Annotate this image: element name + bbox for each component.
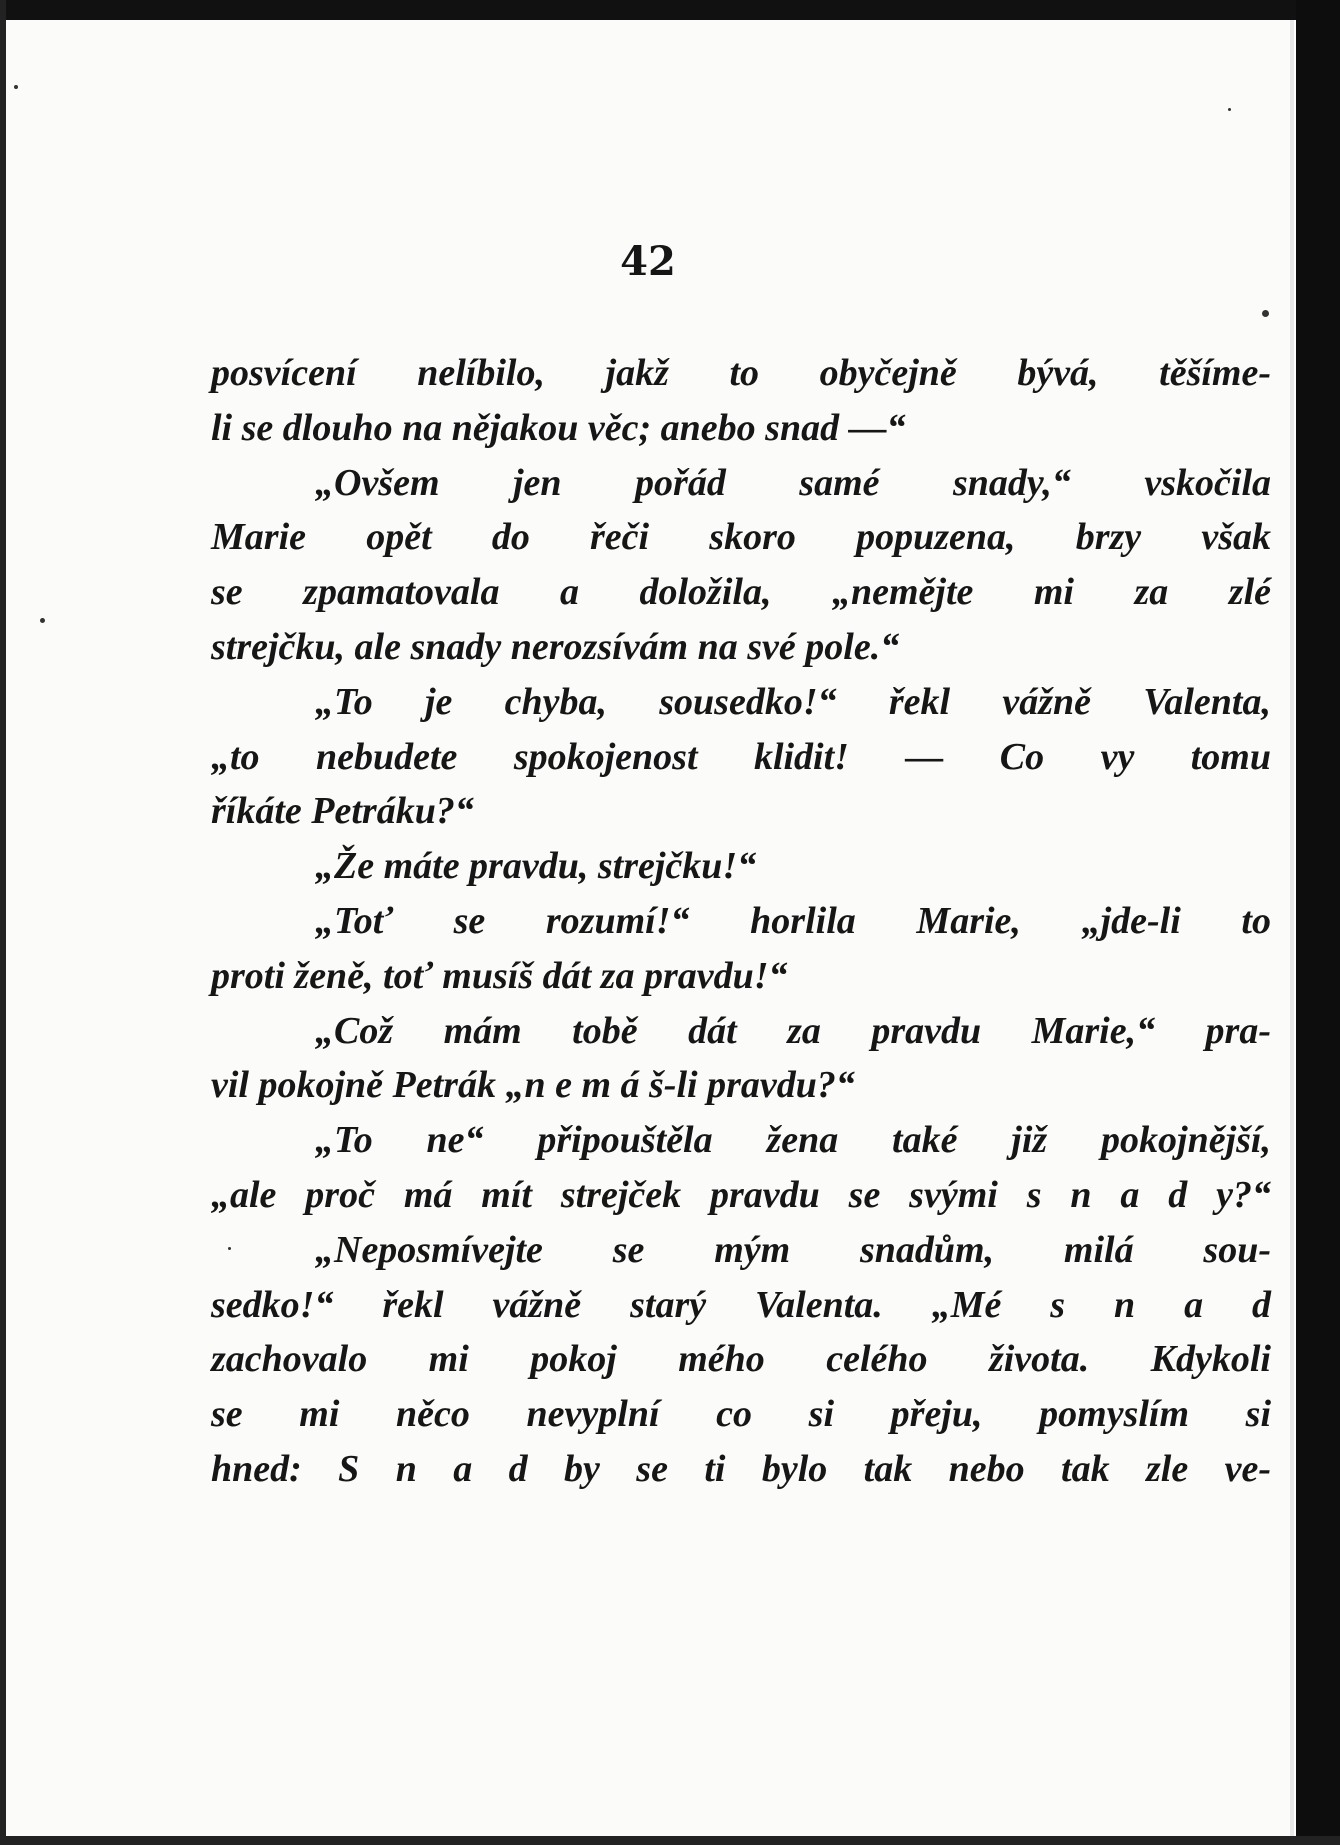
text-line: sedko!“ řekl vážně starý Valenta. „Mé s n a d: [211, 1283, 1271, 1326]
text-line: „Že máte pravdu, strejčku!“: [315, 845, 757, 888]
scan-speck: [40, 618, 45, 623]
text-line: Marie opět do řeči skoro popuzena, brzy však: [211, 516, 1271, 559]
text-line: „Toť se rozumí!“ horlila Marie, „jde-li to: [315, 899, 1271, 942]
scan-border-bottom: [0, 1836, 1340, 1845]
text-line: „Neposmívejte se mým snadům, milá sou-: [315, 1228, 1271, 1271]
book-page: [6, 20, 1290, 1836]
scan-speck: [228, 1247, 231, 1250]
body-text: [211, 346, 1271, 1497]
scan-border-right-inner: [1290, 20, 1294, 1845]
text-line: se mi něco nevyplní co si přeju, pomyslím si: [211, 1393, 1271, 1436]
text-line: říkáte Petráku?“: [211, 790, 474, 833]
scan-speck: [1262, 310, 1269, 317]
text-line: „Což mám tobě dát za pravdu Marie,“ pra-: [315, 1009, 1271, 1052]
text-line: se zpamatovala a doložila, „nemějte mi za zlé: [211, 571, 1271, 614]
text-line: li se dlouho na nějakou věc; anebo snad —“: [211, 406, 906, 449]
text-line: strejčku, ale snady nerozsívám na své pole.“: [211, 625, 900, 668]
text-line: „ale proč má mít strejček pravdu se svými s n a d y?“: [211, 1173, 1271, 1216]
text-line: „Ovšem jen pořád samé snady,“ vskočila: [315, 461, 1271, 504]
text-line: zachovalo mi pokoj mého celého života. Kdykoli: [211, 1338, 1271, 1381]
text-line: vil pokojně Petrák „n e m á š-li pravdu?“: [211, 1064, 855, 1107]
scan-border-right: [1296, 0, 1340, 1845]
text-line: „to nebudete spokojenost klidit! — Co vy tomu: [211, 735, 1271, 778]
text-line: „To je chyba, sousedko!“ řekl vážně Valenta,: [315, 680, 1271, 723]
scan-speck: [14, 85, 18, 89]
text-line: proti ženě, toť musíš dát za pravdu!“: [211, 954, 788, 997]
scan-speck: [1228, 108, 1231, 111]
page-number: 42: [620, 238, 676, 285]
text-line: hned: S n a d by se ti bylo tak nebo tak zle ve-: [211, 1447, 1271, 1490]
text-line: „To ne“ připouštěla žena také již pokojnější,: [315, 1119, 1271, 1162]
scan-border-top: [0, 0, 1340, 20]
text-line: posvícení nelíbilo, jakž to obyčejně bývá, těšíme-: [211, 352, 1271, 394]
